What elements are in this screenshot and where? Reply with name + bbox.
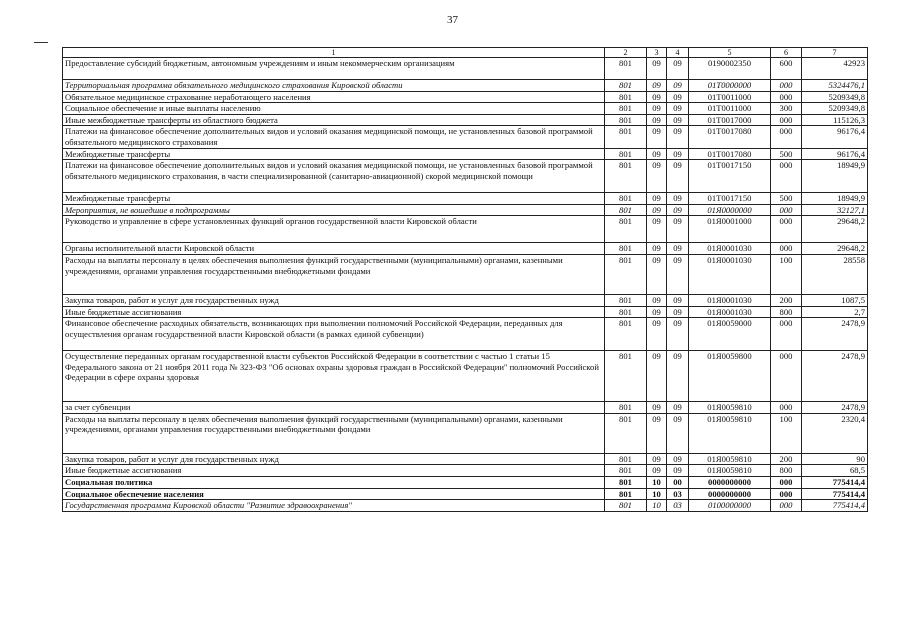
row-target-article-cell: 01Я0001030 [689,306,771,318]
row-amount-cell: 2478,9 [802,351,868,402]
row-amount-cell: 42923 [802,58,868,80]
row-subsection-cell: 09 [667,160,689,193]
row-code-gr-cell: 801 [605,476,647,488]
header-col-1: 1 [63,48,605,58]
row-name-cell: Закупка товаров, работ и услуг для государственных нужд [63,294,605,306]
row-name-cell: Руководство и управление в сфере установленных функций органов государственной власти Кировской области [63,216,605,243]
row-subsection-cell: 09 [667,58,689,80]
row-code-gr-cell: 801 [605,160,647,193]
row-subsection-cell: 09 [667,402,689,414]
row-amount-cell: 5209349,8 [802,91,868,103]
row-subsection-cell: 09 [667,148,689,160]
table-row [63,453,868,465]
row-subsection-cell: 09 [667,103,689,115]
row-section-cell: 09 [647,306,667,318]
row-target-article-cell: 01Я0000000 [689,204,771,216]
row-section-cell: 09 [647,148,667,160]
row-name-cell: Межбюджетные трансферты [63,148,605,160]
row-name-cell: Расходы на выплаты персоналу в целях обеспечения выполнения функций государственными (муниципальными) органами, казенными учреждениями, органами управления государственными внебюджетными фондами [63,413,605,453]
row-name-cell: Расходы на выплаты персоналу в целях обеспечения выполнения функций государственными (муниципальными) органами, казенными учреждениями, органами управления государственными внебюджетными фондами [63,254,605,294]
table-row [63,58,868,80]
row-expense-type-cell: 000 [771,80,802,92]
row-section-cell: 09 [647,465,667,477]
row-amount-cell: 29648,2 [802,216,868,243]
row-name-cell: Иные бюджетные ассигнования [63,465,605,477]
row-section-cell: 09 [647,453,667,465]
row-section-cell: 09 [647,193,667,205]
row-expense-type-cell: 800 [771,306,802,318]
row-amount-cell: 775414,4 [802,500,868,512]
table-row [63,351,868,402]
table-row [63,465,868,477]
row-amount-cell: 96176,4 [802,148,868,160]
table-row [63,413,868,453]
row-target-article-cell: 01T0017150 [689,193,771,205]
table-row [63,500,868,512]
row-expense-type-cell: 000 [771,351,802,402]
row-subsection-cell: 09 [667,318,689,351]
row-target-article-cell: 01Я0001030 [689,243,771,255]
row-code-gr-cell: 801 [605,216,647,243]
row-code-gr-cell: 801 [605,243,647,255]
row-name-cell: Социальное обеспечение и иные выплаты населению [63,103,605,115]
table-row [63,318,868,351]
row-subsection-cell: 03 [667,500,689,512]
row-expense-type-cell: 100 [771,413,802,453]
row-expense-type-cell: 000 [771,114,802,126]
header-col-4: 4 [667,48,689,58]
row-amount-cell: 29648,2 [802,243,868,255]
row-target-article-cell: 01Я0059000 [689,318,771,351]
row-name-cell: Органы исполнительной власти Кировской области [63,243,605,255]
row-code-gr-cell: 801 [605,114,647,126]
row-expense-type-cell: 200 [771,294,802,306]
row-section-cell: 09 [647,216,667,243]
row-amount-cell: 96176,4 [802,126,868,148]
row-name-cell: Социальное обеспечение населения [63,488,605,500]
table-row [63,114,868,126]
row-target-article-cell: 01T0017080 [689,148,771,160]
row-section-cell: 10 [647,476,667,488]
table-row [63,216,868,243]
row-code-gr-cell: 801 [605,103,647,115]
row-subsection-cell: 09 [667,204,689,216]
row-amount-cell: 2320,4 [802,413,868,453]
row-code-gr-cell: 801 [605,318,647,351]
row-target-article-cell: 01Я0059800 [689,351,771,402]
row-target-article-cell: 01Я0001030 [689,254,771,294]
row-subsection-cell: 09 [667,91,689,103]
row-subsection-cell: 09 [667,465,689,477]
row-section-cell: 09 [647,351,667,402]
row-section-cell: 09 [647,294,667,306]
row-name-cell: Территориальная программа обязательного медицинского страхования Кировской области [63,80,605,92]
row-section-cell: 09 [647,318,667,351]
row-code-gr-cell: 801 [605,91,647,103]
row-code-gr-cell: 801 [605,453,647,465]
row-expense-type-cell: 000 [771,488,802,500]
row-name-cell: Иные бюджетные ассигнования [63,306,605,318]
row-target-article-cell: 01Я0059810 [689,413,771,453]
row-name-cell: Платежи на финансовое обеспечение дополнительных видов и условий оказания медицинской помощи, не установленных базовой программой обязательного медицинского страхования, в части специализированной (санитарно-авиационной) скорой медицинской помощи [63,160,605,193]
row-expense-type-cell: 100 [771,254,802,294]
table-row [63,306,868,318]
row-amount-cell: 28558 [802,254,868,294]
row-code-gr-cell: 801 [605,465,647,477]
header-row [63,48,868,58]
row-section-cell: 09 [647,243,667,255]
row-section-cell: 10 [647,500,667,512]
table-row [63,80,868,92]
row-expense-type-cell: 200 [771,453,802,465]
row-section-cell: 10 [647,488,667,500]
table-row [63,294,868,306]
row-amount-cell: 2478,9 [802,402,868,414]
table-row [63,193,868,205]
header-col-2: 2 [605,48,647,58]
row-subsection-cell: 09 [667,254,689,294]
table-row [63,402,868,414]
table-row [63,243,868,255]
row-name-cell: Осуществление переданных органам государственной власти субъектов Российской Федерации в соответствии с частью 1 статьи 15 Федерального закона от 21 ноября 2011 года № 323-ФЗ "Об основах охраны здоровья граждан в Российской Федерации" полномочий Российской Федерации в сфере охраны здоровья [63,351,605,402]
row-target-article-cell: 0190002350 [689,58,771,80]
row-subsection-cell: 03 [667,488,689,500]
budget-table [62,47,868,512]
row-code-gr-cell: 801 [605,204,647,216]
table-row [63,126,868,148]
row-target-article-cell: 01T0017150 [689,160,771,193]
table-row [63,148,868,160]
row-subsection-cell: 09 [667,453,689,465]
table-row [63,488,868,500]
header-col-5: 5 [689,48,771,58]
row-code-gr-cell: 801 [605,193,647,205]
row-amount-cell: 68,5 [802,465,868,477]
row-subsection-cell: 09 [667,114,689,126]
row-target-article-cell: 01T0011000 [689,91,771,103]
row-name-cell: Платежи на финансовое обеспечение дополнительных видов и условий оказания медицинской помощи, не установленных базовой программой обязательного медицинского страхования [63,126,605,148]
row-name-cell: Предоставление субсидий бюджетным, автономным учреждениям и иным некоммерческим организациям [63,58,605,80]
row-section-cell: 09 [647,126,667,148]
row-section-cell: 09 [647,254,667,294]
row-target-article-cell: 01T0017080 [689,126,771,148]
row-code-gr-cell: 801 [605,58,647,80]
row-expense-type-cell: 500 [771,148,802,160]
row-name-cell: Межбюджетные трансферты [63,193,605,205]
row-amount-cell: 5324476,1 [802,80,868,92]
row-code-gr-cell: 801 [605,306,647,318]
row-subsection-cell: 09 [667,243,689,255]
row-expense-type-cell: 000 [771,402,802,414]
row-target-article-cell: 01Я0059810 [689,465,771,477]
row-target-article-cell: 01Я0001030 [689,294,771,306]
row-target-article-cell: 0000000000 [689,488,771,500]
row-code-gr-cell: 801 [605,294,647,306]
row-code-gr-cell: 801 [605,402,647,414]
row-subsection-cell: 09 [667,294,689,306]
row-target-article-cell: 0000000000 [689,476,771,488]
row-amount-cell: 32127,1 [802,204,868,216]
header-col-6: 6 [771,48,802,58]
row-name-cell: за счет субвенции [63,402,605,414]
row-subsection-cell: 09 [667,126,689,148]
row-subsection-cell: 09 [667,351,689,402]
row-expense-type-cell: 000 [771,204,802,216]
row-expense-type-cell: 500 [771,193,802,205]
row-amount-cell: 90 [802,453,868,465]
row-expense-type-cell: 000 [771,243,802,255]
row-name-cell: Социальная политика [63,476,605,488]
row-code-gr-cell: 801 [605,351,647,402]
table-row [63,204,868,216]
row-name-cell: Финансовое обеспечение расходных обязательств, возникающих при выполнении полномочий Российской Федерации, переданных для осуществления органам государственной власти Кировской области (в рамках единой субвенции) [63,318,605,351]
row-target-article-cell: 01T0011000 [689,103,771,115]
row-code-gr-cell: 801 [605,488,647,500]
row-subsection-cell: 09 [667,80,689,92]
row-expense-type-cell: 000 [771,500,802,512]
row-name-cell: Государственная программа Кировской области "Развитие здравоохранения" [63,500,605,512]
row-expense-type-cell: 000 [771,476,802,488]
row-amount-cell: 1087,5 [802,294,868,306]
table-row [63,160,868,193]
row-amount-cell: 2478,9 [802,318,868,351]
row-expense-type-cell: 000 [771,216,802,243]
row-amount-cell: 775414,4 [802,476,868,488]
row-section-cell: 09 [647,103,667,115]
row-target-article-cell: 01Я0059810 [689,402,771,414]
row-expense-type-cell: 600 [771,58,802,80]
row-section-cell: 09 [647,413,667,453]
row-amount-cell: 115126,3 [802,114,868,126]
row-section-cell: 09 [647,204,667,216]
row-section-cell: 09 [647,114,667,126]
row-target-article-cell: 0100000000 [689,500,771,512]
row-section-cell: 09 [647,58,667,80]
table-row [63,254,868,294]
header-col-7: 7 [802,48,868,58]
row-section-cell: 09 [647,402,667,414]
row-section-cell: 09 [647,91,667,103]
row-target-article-cell: 01Я0001000 [689,216,771,243]
row-target-article-cell: 01T0017000 [689,114,771,126]
row-code-gr-cell: 801 [605,148,647,160]
row-amount-cell: 18949,9 [802,160,868,193]
row-subsection-cell: 09 [667,413,689,453]
row-name-cell: Обязательное медицинское страхование неработающего населения [63,91,605,103]
table-row [63,476,868,488]
row-section-cell: 09 [647,80,667,92]
row-expense-type-cell: 800 [771,465,802,477]
row-subsection-cell: 09 [667,216,689,243]
row-section-cell: 09 [647,160,667,193]
row-expense-type-cell: 000 [771,160,802,193]
row-code-gr-cell: 801 [605,254,647,294]
row-code-gr-cell: 801 [605,80,647,92]
row-expense-type-cell: 000 [771,318,802,351]
row-amount-cell: 2,7 [802,306,868,318]
row-subsection-cell: 00 [667,476,689,488]
row-amount-cell: 775414,4 [802,488,868,500]
row-name-cell: Иные межбюджетные трансферты из областного бюджета [63,114,605,126]
page-number: 37 [447,14,458,26]
row-code-gr-cell: 801 [605,500,647,512]
row-name-cell: Мероприятия, не вошедшие в подпрограммы [63,204,605,216]
row-expense-type-cell: 000 [771,91,802,103]
row-subsection-cell: 09 [667,193,689,205]
header-col-3: 3 [647,48,667,58]
row-target-article-cell: 01Я0059810 [689,453,771,465]
row-amount-cell: 18949,9 [802,193,868,205]
row-subsection-cell: 09 [667,306,689,318]
row-expense-type-cell: 000 [771,126,802,148]
row-amount-cell: 5209349,8 [802,103,868,115]
table-row [63,91,868,103]
margin-mark [34,42,48,43]
row-expense-type-cell: 300 [771,103,802,115]
row-code-gr-cell: 801 [605,413,647,453]
row-name-cell: Закупка товаров, работ и услуг для государственных нужд [63,453,605,465]
row-target-article-cell: 01T0000000 [689,80,771,92]
row-code-gr-cell: 801 [605,126,647,148]
table-row [63,103,868,115]
